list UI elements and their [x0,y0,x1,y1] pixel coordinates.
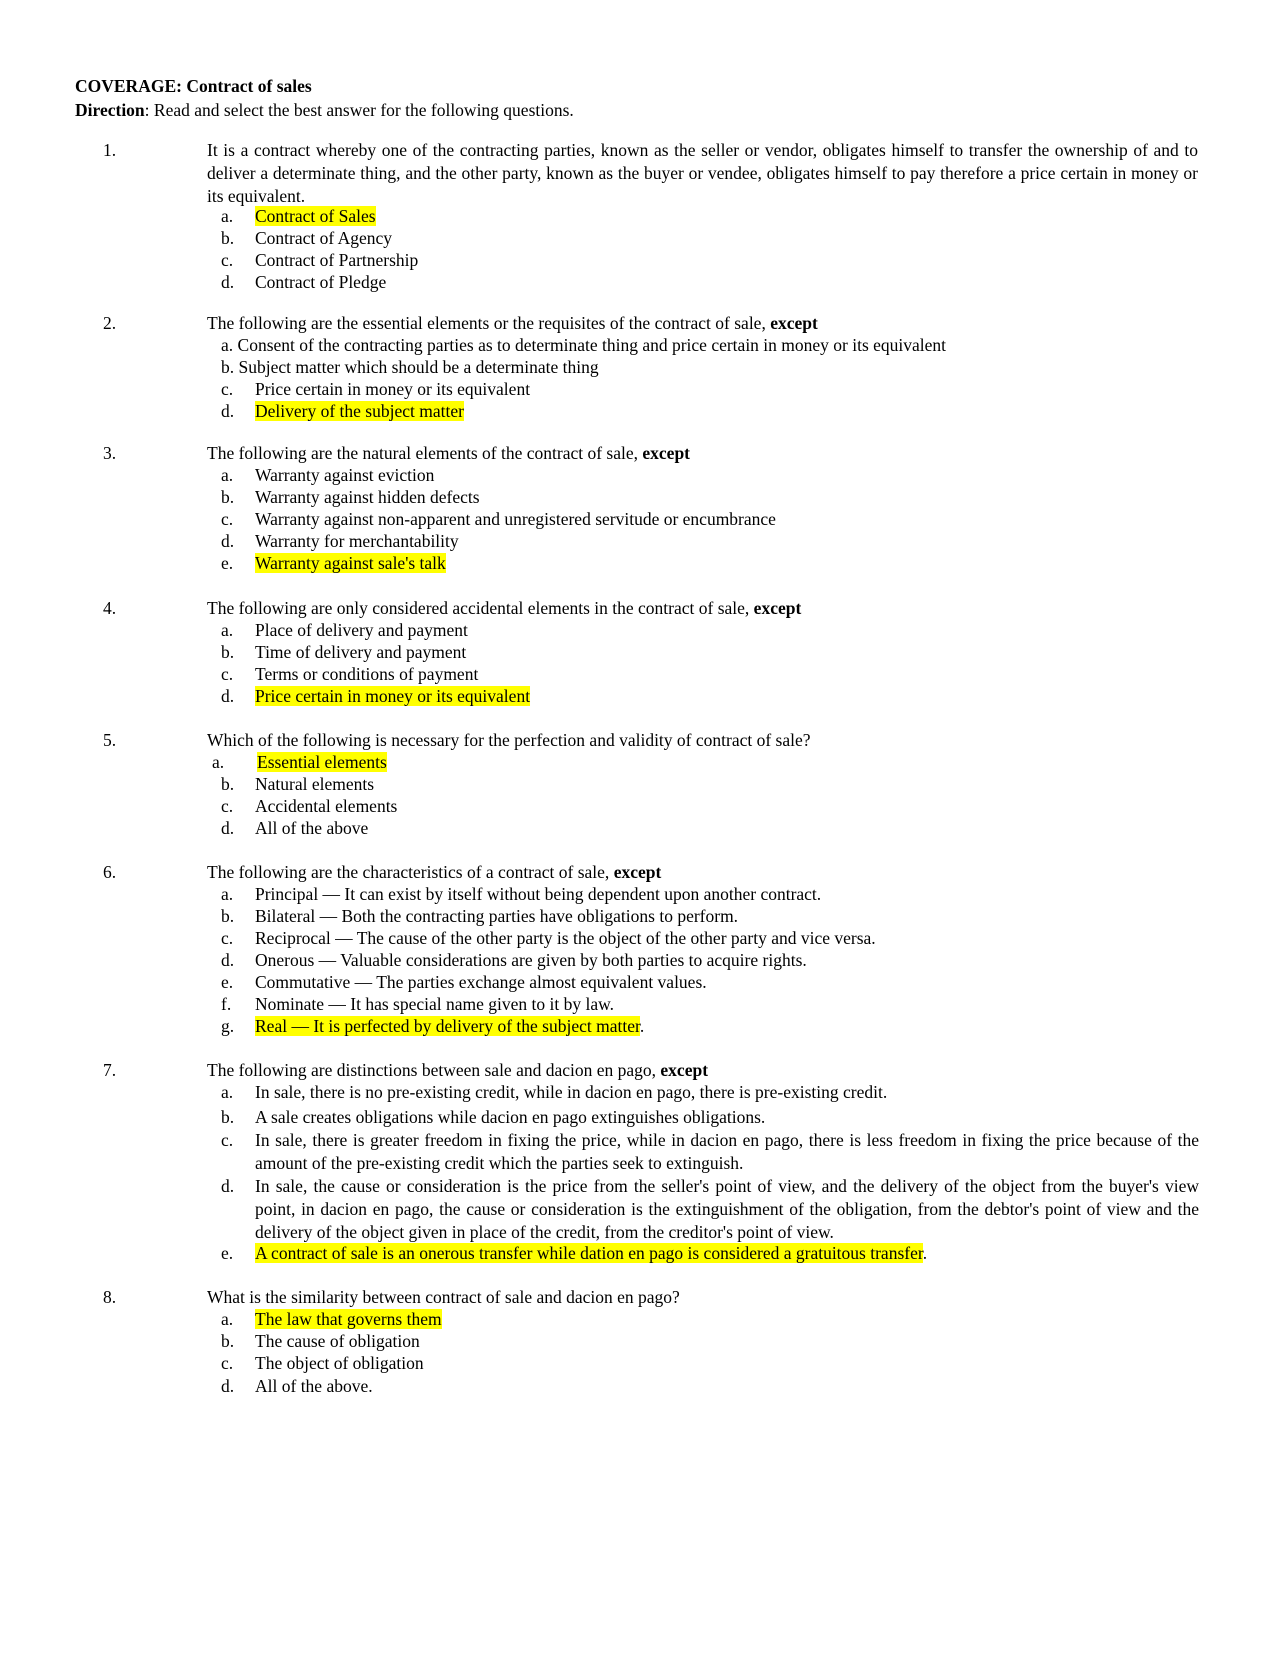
option-letter: c. [221,796,234,816]
option-text: Warranty for merchantability [255,531,459,551]
question-number: 2. [103,313,117,333]
option-text-answer: The law that governs them [255,1309,442,1329]
question-number: 6. [103,862,117,882]
option-text: Commutative — The parties exchange almost equivalent values. [255,972,707,992]
option-text: Principal — It can exist by itself without being dependent upon another contract. [255,884,822,904]
option-text: Natural elements [255,774,375,794]
option-text: All of the above. [255,1376,373,1396]
option-text-answer: Price certain in money or its equivalent [255,686,531,706]
option-letter: b. [221,1331,235,1351]
question-text: Which of the following is necessary for the perfection and validity of contract of sale? [207,730,811,750]
option-letter: d. [221,1376,235,1396]
direction-label: Direction [75,100,145,120]
option-letter: a. [221,620,234,640]
option-text: Bilateral — Both the contracting parties have obligations to perform. [255,906,739,926]
question-number: 4. [103,598,117,618]
option-text-answer: A contract of sale is an onerous transfer while dation en pago is considered a gratuitous transfer [255,1243,923,1263]
option-letter: c. [221,509,234,529]
option-letter: b. [221,487,235,507]
option-text-answer: Warranty against sale's talk [255,553,446,573]
option-text-answer: Delivery of the subject matter [255,401,464,421]
question-number: 3. [103,443,117,463]
question-number: 1. [103,140,117,160]
question-number: 7. [103,1060,117,1080]
question-text-main: The following are the essential elements or the requisites of the contract of sale, [207,313,766,333]
option-text: Terms or conditions of payment [255,664,479,684]
option-letter: c. [221,664,234,684]
option-text: a. Consent of the contracting parties as to determinate thing and price certain in money or its equivalent [221,335,947,355]
question-text-main: The following are distinctions between sale and dacion en pago, [207,1060,657,1080]
question-text-main: The following are only considered accidental elements in the contract of sale, [207,598,750,618]
option-text: Time of delivery and payment [255,642,467,662]
option-letter: c. [221,928,234,948]
option-text-answer: Essential elements [257,752,387,772]
direction-line [75,99,574,122]
option-text: Nominate — It has special name given to it by law. [255,994,614,1014]
option-text: Onerous — Valuable considerations are given by both parties to acquire rights. [255,950,807,970]
option-text: Warranty against eviction [255,465,435,485]
option-text: Reciprocal — The cause of the other party is the object of the other party and vice versa. [255,928,876,948]
option-text: Warranty against non-apparent and unregistered servitude or encumbrance [255,509,776,529]
question-text [207,1059,1198,1082]
option-text: In sale, there is no pre-existing credit, while in dacion en pago, there is pre-existing credit. [255,1082,888,1102]
option-text: Accidental elements [255,796,398,816]
option-text: Contract of Agency [255,228,393,248]
option-text: Contract of Pledge [255,272,387,292]
option-letter: e. [221,972,234,992]
option-letter: b. [221,642,235,662]
direction-text: : Read and select the best answer for the following questions. [144,100,574,120]
option-letter: f. [221,994,232,1014]
option-text: All of the above [255,818,369,838]
option-suffix: . [639,1016,645,1036]
question-text-main: The following are the natural elements of the contract of sale, [207,443,639,463]
option-text-answer: Contract of Sales [255,206,376,226]
option-letter: d. [221,686,235,706]
option-text: b. Subject matter which should be a determinate thing [221,357,599,377]
option-suffix: . [922,1243,928,1263]
except-keyword: except [660,1060,709,1080]
option-letter: d. [221,818,235,838]
question-text [207,312,1198,335]
question-number: 5. [103,730,117,750]
coverage-heading: COVERAGE: Contract of sales [75,76,312,96]
option-text: Place of delivery and payment [255,620,468,640]
option-text: In sale, there is greater freedom in fixing the price, while in dacion en pago, there is less freedom in fixing the price because of the amount of the pre-existing credit which the parties seek to extinguish. [255,1130,1199,1173]
option-letter: g. [221,1016,235,1036]
option-letter: e. [221,1243,234,1263]
option-letter: c. [221,1353,234,1373]
option-letter: e. [221,553,234,573]
question-text [207,597,1198,620]
option-letter: b. [221,774,235,794]
option-text: In sale, the cause or consideration is the price from the seller's point of view, and the delivery of the object from the buyer's view point, in dacion en pago, the cause or consideration is the extinguishment of the obligation, from the debtor's point of view and the delivery of the object given in place of the credit, from the creditor's point of view. [255,1176,1199,1242]
question-text [207,861,1198,884]
question-text: What is the similarity between contract of sale and dacion en pago? [207,1287,680,1307]
option-text: A sale creates obligations while dacion en pago extinguishes obligations. [255,1107,766,1127]
option-text-answer: Real — It is perfected by delivery of the subject matter [255,1016,640,1036]
except-keyword: except [642,443,691,463]
option-letter: c. [221,250,234,270]
option-letter: d. [221,401,235,421]
option-letter: c. [221,379,234,399]
option-letter: a. [221,1082,234,1102]
option-text: Warranty against hidden defects [255,487,480,507]
except-keyword: except [770,313,818,333]
option-letter: a. [221,206,234,226]
option-letter: a. [221,1309,234,1329]
question-number: 8. [103,1287,117,1307]
option-text: Price certain in money or its equivalent [255,379,531,399]
question-text-main: The following are the characteristics of a contract of sale, [207,862,610,882]
option-letter: b. [221,228,235,248]
option-letter: d. [221,531,235,551]
except-keyword: except [613,862,662,882]
option-letter: a. [221,884,234,904]
option-letter: b. [221,1107,235,1127]
except-keyword: except [753,598,802,618]
option-text: Contract of Partnership [255,250,419,270]
option-letter: d. [221,1176,235,1196]
option-letter: a. [221,465,234,485]
question-text: It is a contract whereby one of the contracting parties, known as the seller or vendor, obligates himself to transfer the ownership of and to deliver a determinate thing, and the other party, known as the buyer or vendee, obligates himself to pay therefore a price certain in money or its equivalent. [207,140,1198,206]
option-text: The cause of obligation [255,1331,420,1351]
option-letter: d. [221,272,235,292]
option-letter: a. [212,752,225,772]
option-letter: b. [221,906,235,926]
option-letter: c. [221,1130,234,1150]
option-text: The object of obligation [255,1353,424,1373]
question-text [207,442,1198,465]
option-letter: d. [221,950,235,970]
